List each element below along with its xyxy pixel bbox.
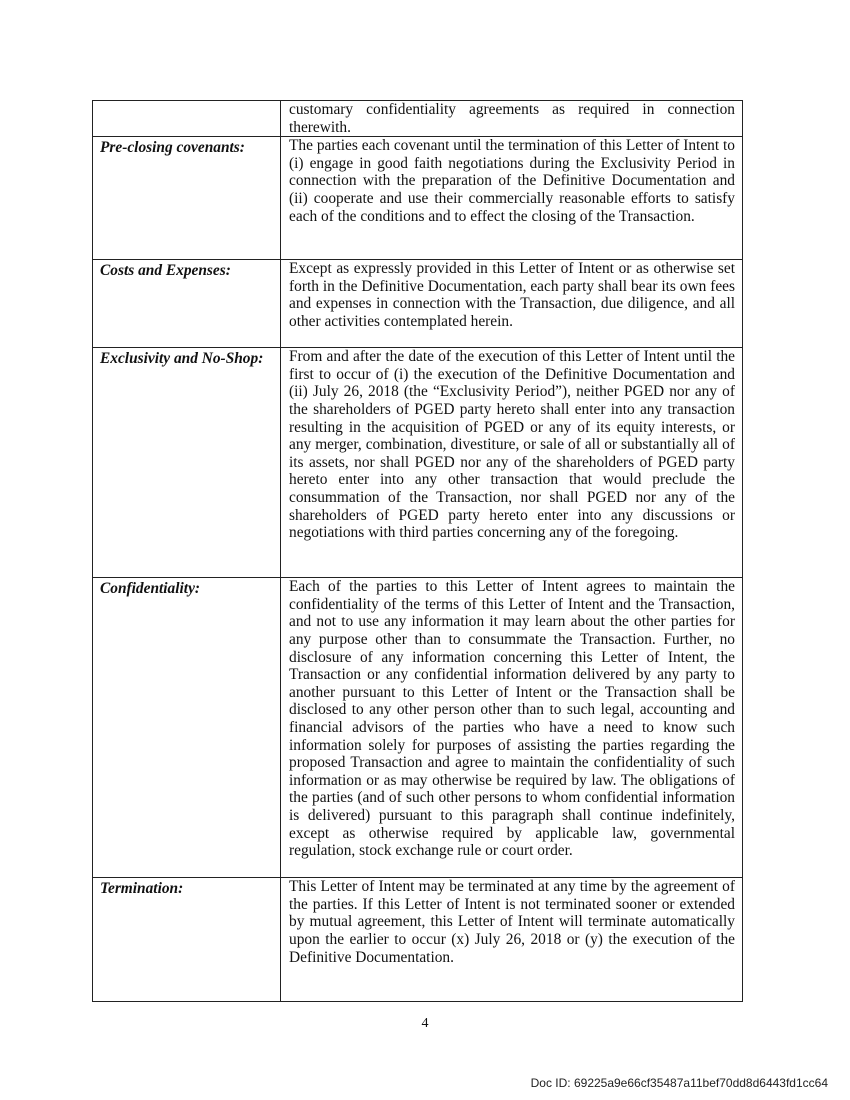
row-text: customary confidentiality agreements as required in connection therewith. [281, 101, 743, 137]
table-row [93, 260, 743, 348]
row-text: This Letter of Intent may be terminated at any time by the agreement of the parties. If this Letter of Intent is not terminated sooner or extended by mutual agreement, this Letter of Intent will terminate automatically upon the earlier to occur (x) July 26, 2018 or (y) the execution of the Definitive Documentation. [281, 878, 743, 1002]
row-text: The parties each covenant until the termination of this Letter of Intent to (i) engage in good faith negotiations during the Exclusivity Period in connection with the preparation of the Definitive Documentation and (ii) cooperate and use their commercially reasonable efforts to satisfy each of the conditions and to effect the closing of the Transaction. [281, 137, 743, 260]
table-row [93, 878, 743, 1002]
table-row [93, 101, 743, 137]
terms-table [92, 100, 743, 1002]
row-label: Pre-closing covenants: [93, 137, 281, 260]
table-row [93, 348, 743, 578]
row-label: Confidentiality: [93, 578, 281, 878]
row-label [93, 101, 281, 137]
row-text: From and after the date of the execution of this Letter of Intent until the first to occur of (i) the execution of the Definitive Documentation and (ii) July 26, 2018 (the “Exclusivity Period”), neither PGED nor any of the shareholders of PGED party hereto shall enter into any transaction resulting in the acquisition of PGED or any of its equity interests, or any merger, combination, divestiture, or sale of all or substantially all of its assets, nor shall PGED nor any of the shareholders of PGED party hereto enter into any other transaction that would preclude the consummation of the Transaction, nor shall PGED nor any of the shareholders of PGED party hereto enter into any discussions or negotiations with third parties concerning any of the foregoing. [281, 348, 743, 578]
doc-id: Doc ID: 69225a9e66cf35487a11bef70dd8d6443fd1cc64 [530, 1076, 828, 1090]
row-label: Termination: [93, 878, 281, 1002]
row-text: Each of the parties to this Letter of Intent agrees to maintain the confidentiality of the terms of this Letter of Intent and the Transaction, and not to use any information it may learn about the other parties for any purpose other than to consummate the Transaction. Further, no disclosure of any information concerning this Letter of Intent, the Transaction or any confidential information delivered by any party to another pursuant to this Letter of Intent or the Transaction shall be disclosed to any other person other than to such legal, accounting and financial advisors of the parties who have a need to know such information solely for purposes of assisting the parties regarding the proposed Transaction and agree to maintain the confidentiality of such information or as may otherwise be required by law. The obligations of the parties (and of such other persons to whom confidential information is delivered) pursuant to this paragraph shall continue indefinitely, except as otherwise required by applicable law, governmental regulation, stock exchange rule or court order. [281, 578, 743, 878]
table-row [93, 578, 743, 878]
row-label: Costs and Expenses: [93, 260, 281, 348]
page-number: 4 [421, 1016, 429, 1031]
row-text: Except as expressly provided in this Letter of Intent or as otherwise set forth in the Definitive Documentation, each party shall bear its own fees and expenses in connection with the Transaction, due diligence, and all other activities contemplated herein. [281, 260, 743, 348]
row-label: Exclusivity and No-Shop: [93, 348, 281, 578]
table-row [93, 137, 743, 260]
